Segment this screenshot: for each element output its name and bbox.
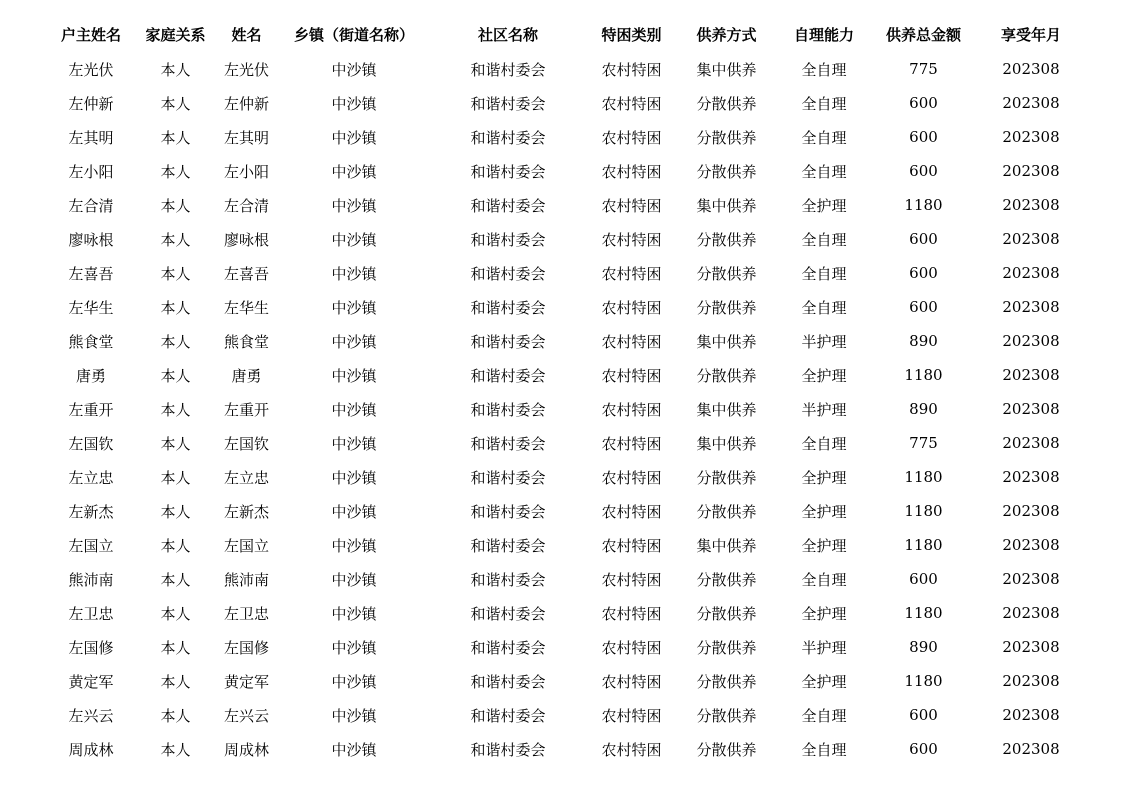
cell-township: 中沙镇 [331,706,377,725]
cell-relief-category: 农村特困 [601,740,662,759]
cell-township: 中沙镇 [331,298,377,317]
cell-community-name: 和谐村委会 [470,638,546,657]
table-row [44,528,1085,562]
cell-township: 中沙镇 [331,638,377,657]
cell-benefit-month: 202308 [1002,230,1060,248]
cell-household-head-name: 熊沛南 [68,570,114,589]
cell-support-method: 集中供养 [696,196,757,215]
cell-community-name: 和谐村委会 [470,298,546,317]
cell-name: 左仲新 [223,94,269,113]
cell-township: 中沙镇 [331,400,377,419]
relief-recipient-table [44,16,1085,766]
cell-community-name: 和谐村委会 [470,502,546,521]
cell-family-relation: 本人 [160,60,191,79]
table-row [44,630,1085,664]
column-header-self-care-ability: 自理能力 [793,25,854,44]
cell-name: 唐勇 [231,366,262,385]
table-row [44,562,1085,596]
cell-township: 中沙镇 [331,332,377,351]
cell-family-relation: 本人 [160,196,191,215]
cell-household-head-name: 左华生 [68,298,114,317]
cell-benefit-month: 202308 [1002,60,1060,78]
cell-community-name: 和谐村委会 [470,60,546,79]
cell-self-care-ability: 全自理 [801,230,847,249]
cell-total-support-amount: 600 [909,230,938,248]
cell-support-method: 集中供养 [696,60,757,79]
cell-total-support-amount: 1180 [904,366,943,384]
cell-relief-category: 农村特困 [601,638,662,657]
table-row [44,222,1085,256]
cell-name: 左光伏 [223,60,269,79]
cell-relief-category: 农村特困 [601,536,662,555]
cell-support-method: 分散供养 [696,706,757,725]
cell-name: 左国立 [223,536,269,555]
cell-name: 左小阳 [223,162,269,181]
cell-community-name: 和谐村委会 [470,570,546,589]
cell-relief-category: 农村特困 [601,230,662,249]
column-header-township: 乡镇（街道名称） [293,25,414,44]
cell-self-care-ability: 半护理 [801,638,847,657]
cell-self-care-ability: 全自理 [801,60,847,79]
cell-support-method: 分散供养 [696,230,757,249]
cell-household-head-name: 廖咏根 [68,230,114,249]
cell-self-care-ability: 全自理 [801,570,847,589]
table-body [44,52,1085,766]
cell-family-relation: 本人 [160,740,191,759]
table-row [44,52,1085,86]
table-row [44,426,1085,460]
cell-relief-category: 农村特困 [601,264,662,283]
cell-household-head-name: 左兴云 [68,706,114,725]
cell-relief-category: 农村特困 [601,94,662,113]
cell-family-relation: 本人 [160,706,191,725]
cell-name: 熊食堂 [223,332,269,351]
cell-support-method: 分散供养 [696,162,757,181]
cell-community-name: 和谐村委会 [470,366,546,385]
cell-community-name: 和谐村委会 [470,162,546,181]
cell-self-care-ability: 全自理 [801,706,847,725]
cell-community-name: 和谐村委会 [470,434,546,453]
cell-benefit-month: 202308 [1002,94,1060,112]
cell-relief-category: 农村特困 [601,60,662,79]
cell-name: 左其明 [223,128,269,147]
cell-relief-category: 农村特困 [601,128,662,147]
cell-township: 中沙镇 [331,536,377,555]
cell-support-method: 分散供养 [696,94,757,113]
cell-relief-category: 农村特困 [601,332,662,351]
cell-benefit-month: 202308 [1002,706,1060,724]
cell-self-care-ability: 全自理 [801,740,847,759]
cell-township: 中沙镇 [331,604,377,623]
cell-community-name: 和谐村委会 [470,468,546,487]
cell-family-relation: 本人 [160,570,191,589]
column-header-support-method: 供养方式 [696,25,757,44]
cell-family-relation: 本人 [160,400,191,419]
cell-support-method: 分散供养 [696,638,757,657]
column-header-total-support-amount: 供养总金额 [885,25,961,44]
cell-household-head-name: 左小阳 [68,162,114,181]
cell-community-name: 和谐村委会 [470,196,546,215]
cell-family-relation: 本人 [160,128,191,147]
cell-total-support-amount: 775 [909,60,938,78]
cell-township: 中沙镇 [331,366,377,385]
cell-benefit-month: 202308 [1002,638,1060,656]
cell-family-relation: 本人 [160,502,191,521]
cell-self-care-ability: 全护理 [801,196,847,215]
cell-township: 中沙镇 [331,60,377,79]
cell-total-support-amount: 890 [909,332,938,350]
table-row [44,120,1085,154]
cell-relief-category: 农村特困 [601,604,662,623]
cell-household-head-name: 左立忠 [68,468,114,487]
column-header-name: 姓名 [231,25,262,44]
table-row [44,596,1085,630]
cell-benefit-month: 202308 [1002,536,1060,554]
cell-self-care-ability: 全自理 [801,434,847,453]
cell-self-care-ability: 全护理 [801,536,847,555]
cell-name: 廖咏根 [223,230,269,249]
cell-self-care-ability: 半护理 [801,332,847,351]
cell-township: 中沙镇 [331,128,377,147]
cell-self-care-ability: 全自理 [801,94,847,113]
cell-support-method: 分散供养 [696,672,757,691]
cell-support-method: 集中供养 [696,536,757,555]
cell-community-name: 和谐村委会 [470,332,546,351]
cell-community-name: 和谐村委会 [470,604,546,623]
cell-benefit-month: 202308 [1002,740,1060,758]
column-header-family-relation: 家庭关系 [145,25,206,44]
cell-name: 左喜吾 [223,264,269,283]
cell-name: 左立忠 [223,468,269,487]
cell-family-relation: 本人 [160,332,191,351]
cell-self-care-ability: 全自理 [801,264,847,283]
cell-relief-category: 农村特困 [601,366,662,385]
cell-township: 中沙镇 [331,740,377,759]
cell-support-method: 分散供养 [696,570,757,589]
cell-relief-category: 农村特困 [601,400,662,419]
cell-benefit-month: 202308 [1002,570,1060,588]
cell-household-head-name: 左光伏 [68,60,114,79]
cell-total-support-amount: 600 [909,264,938,282]
cell-relief-category: 农村特困 [601,502,662,521]
cell-self-care-ability: 全护理 [801,604,847,623]
cell-community-name: 和谐村委会 [470,672,546,691]
cell-self-care-ability: 全自理 [801,128,847,147]
cell-support-method: 集中供养 [696,400,757,419]
cell-total-support-amount: 890 [909,638,938,656]
cell-self-care-ability: 全自理 [801,162,847,181]
cell-total-support-amount: 600 [909,298,938,316]
cell-township: 中沙镇 [331,468,377,487]
cell-household-head-name: 左国钦 [68,434,114,453]
cell-total-support-amount: 1180 [904,196,943,214]
cell-support-method: 集中供养 [696,434,757,453]
header-row [44,16,1085,52]
cell-relief-category: 农村特困 [601,434,662,453]
cell-support-method: 集中供养 [696,332,757,351]
cell-family-relation: 本人 [160,468,191,487]
cell-community-name: 和谐村委会 [470,740,546,759]
cell-support-method: 分散供养 [696,128,757,147]
cell-total-support-amount: 600 [909,706,938,724]
cell-community-name: 和谐村委会 [470,400,546,419]
cell-benefit-month: 202308 [1002,672,1060,690]
cell-township: 中沙镇 [331,570,377,589]
cell-total-support-amount: 1180 [904,502,943,520]
cell-township: 中沙镇 [331,672,377,691]
cell-family-relation: 本人 [160,298,191,317]
cell-household-head-name: 左其明 [68,128,114,147]
column-header-household-head-name: 户主姓名 [60,25,121,44]
cell-family-relation: 本人 [160,94,191,113]
cell-benefit-month: 202308 [1002,502,1060,520]
cell-total-support-amount: 600 [909,570,938,588]
column-header-benefit-month: 享受年月 [1000,25,1061,44]
cell-name: 左国钦 [223,434,269,453]
table-row [44,664,1085,698]
cell-family-relation: 本人 [160,366,191,385]
cell-family-relation: 本人 [160,230,191,249]
table-row [44,256,1085,290]
cell-household-head-name: 黄定军 [68,672,114,691]
cell-family-relation: 本人 [160,638,191,657]
cell-name: 左卫忠 [223,604,269,623]
cell-community-name: 和谐村委会 [470,706,546,725]
cell-benefit-month: 202308 [1002,264,1060,282]
cell-benefit-month: 202308 [1002,366,1060,384]
cell-relief-category: 农村特困 [601,298,662,317]
cell-name: 左重开 [223,400,269,419]
cell-township: 中沙镇 [331,196,377,215]
table-row [44,460,1085,494]
cell-benefit-month: 202308 [1002,604,1060,622]
cell-community-name: 和谐村委会 [470,230,546,249]
cell-household-head-name: 左喜吾 [68,264,114,283]
table-row [44,392,1085,426]
cell-name: 周成林 [223,740,269,759]
table-row [44,154,1085,188]
cell-township: 中沙镇 [331,94,377,113]
table-row [44,324,1085,358]
cell-name: 左国修 [223,638,269,657]
cell-household-head-name: 左重开 [68,400,114,419]
cell-support-method: 分散供养 [696,366,757,385]
table-row [44,358,1085,392]
cell-total-support-amount: 600 [909,128,938,146]
cell-total-support-amount: 890 [909,400,938,418]
table-row [44,188,1085,222]
cell-household-head-name: 左合清 [68,196,114,215]
cell-household-head-name: 左仲新 [68,94,114,113]
table-row [44,732,1085,766]
cell-benefit-month: 202308 [1002,196,1060,214]
cell-name: 左新杰 [223,502,269,521]
cell-township: 中沙镇 [331,230,377,249]
cell-township: 中沙镇 [331,162,377,181]
cell-household-head-name: 左卫忠 [68,604,114,623]
cell-community-name: 和谐村委会 [470,128,546,147]
cell-relief-category: 农村特困 [601,468,662,487]
cell-household-head-name: 左新杰 [68,502,114,521]
cell-benefit-month: 202308 [1002,128,1060,146]
cell-township: 中沙镇 [331,264,377,283]
cell-support-method: 分散供养 [696,502,757,521]
cell-total-support-amount: 1180 [904,672,943,690]
cell-community-name: 和谐村委会 [470,536,546,555]
cell-total-support-amount: 775 [909,434,938,452]
cell-self-care-ability: 全护理 [801,366,847,385]
cell-benefit-month: 202308 [1002,468,1060,486]
cell-total-support-amount: 600 [909,740,938,758]
cell-self-care-ability: 全护理 [801,502,847,521]
cell-benefit-month: 202308 [1002,332,1060,350]
column-header-community-name: 社区名称 [477,25,538,44]
cell-family-relation: 本人 [160,536,191,555]
cell-household-head-name: 熊食堂 [68,332,114,351]
cell-relief-category: 农村特困 [601,162,662,181]
cell-township: 中沙镇 [331,502,377,521]
cell-household-head-name: 唐勇 [75,366,106,385]
cell-name: 熊沛南 [223,570,269,589]
table-row [44,494,1085,528]
cell-benefit-month: 202308 [1002,434,1060,452]
cell-relief-category: 农村特困 [601,706,662,725]
cell-township: 中沙镇 [331,434,377,453]
cell-benefit-month: 202308 [1002,298,1060,316]
cell-family-relation: 本人 [160,264,191,283]
cell-household-head-name: 周成林 [68,740,114,759]
table-row [44,290,1085,324]
cell-support-method: 分散供养 [696,604,757,623]
cell-benefit-month: 202308 [1002,400,1060,418]
table-row [44,698,1085,732]
cell-relief-category: 农村特困 [601,570,662,589]
cell-relief-category: 农村特困 [601,672,662,691]
cell-name: 左兴云 [223,706,269,725]
cell-total-support-amount: 600 [909,94,938,112]
cell-name: 左合清 [223,196,269,215]
cell-self-care-ability: 全自理 [801,298,847,317]
cell-self-care-ability: 全护理 [801,468,847,487]
cell-support-method: 分散供养 [696,298,757,317]
cell-total-support-amount: 600 [909,162,938,180]
cell-total-support-amount: 1180 [904,604,943,622]
cell-family-relation: 本人 [160,162,191,181]
table-row [44,86,1085,120]
cell-household-head-name: 左国修 [68,638,114,657]
table-header [44,16,1085,52]
cell-support-method: 分散供养 [696,264,757,283]
cell-total-support-amount: 1180 [904,468,943,486]
cell-community-name: 和谐村委会 [470,94,546,113]
cell-family-relation: 本人 [160,604,191,623]
cell-community-name: 和谐村委会 [470,264,546,283]
cell-family-relation: 本人 [160,672,191,691]
cell-benefit-month: 202308 [1002,162,1060,180]
cell-total-support-amount: 1180 [904,536,943,554]
cell-name: 黄定军 [223,672,269,691]
cell-support-method: 分散供养 [696,468,757,487]
cell-self-care-ability: 半护理 [801,400,847,419]
cell-name: 左华生 [223,298,269,317]
cell-relief-category: 农村特困 [601,196,662,215]
cell-household-head-name: 左国立 [68,536,114,555]
cell-family-relation: 本人 [160,434,191,453]
cell-support-method: 分散供养 [696,740,757,759]
cell-self-care-ability: 全护理 [801,672,847,691]
column-header-relief-category: 特困类别 [601,25,662,44]
